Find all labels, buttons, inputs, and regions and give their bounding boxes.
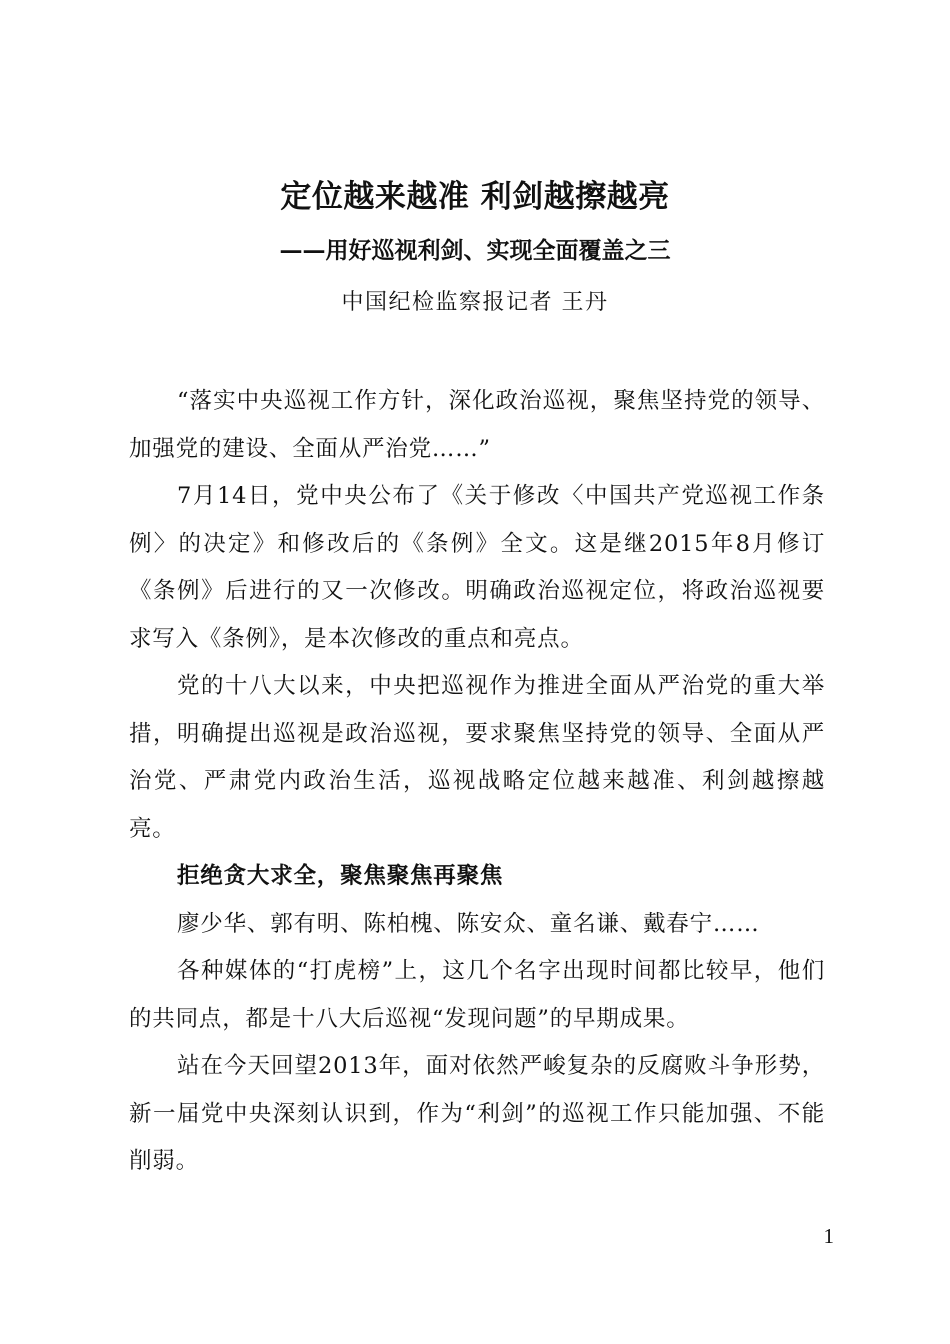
body-paragraph: 党的十八大以来，中央把巡视作为推进全面从严治党的重大举措，明确提出巡视是政治巡视，要求聚焦坚持党的领导、全面从严治党、严肃党内政治生活，巡视战略定位越来越准、利剑越擦越亮。 (129, 673, 825, 842)
body-paragraph: “落实中央巡视工作方针，深化政治巡视，聚焦坚持党的领导、加强党的建设、全面从严治党……” (129, 388, 825, 462)
article-byline: 中国纪检监察报记者 王丹 (341, 290, 609, 315)
body-paragraph: 廖少华、郭有明、陈柏槐、陈安众、童名谦、戴春宁…… (177, 910, 760, 937)
page-number: 1 (823, 1224, 834, 1248)
body-paragraph: 7月14日，党中央公布了《关于修改〈中国共产党巡视工作条例〉的决定》和修改后的《条例》全文。这是继2015年8月修订《条例》后进行的又一次修改。明确政治巡视定位，将政治巡视要求写入《条例》，是本次修改的重点和亮点。 (129, 483, 825, 652)
section-heading: 拒绝贪大求全，聚焦聚焦再聚焦 (177, 863, 504, 889)
article-subtitle: ——用好巡视利剑、实现全面覆盖之三 (279, 237, 671, 264)
article-title: 定位越来越准 利剑越擦越亮 (280, 179, 670, 215)
body-paragraph: 各种媒体的“打虎榜”上，这几个名字出现时间都比较早，他们的共同点，都是十八大后巡视“发现问题”的早期成果。 (129, 958, 825, 1032)
body-paragraph: 站在今天回望2013年，面对依然严峻复杂的反腐败斗争形势，新一届党中央深刻认识到，作为“利剑”的巡视工作只能加强、不能削弱。 (129, 1053, 825, 1174)
article-body (129, 378, 825, 1186)
